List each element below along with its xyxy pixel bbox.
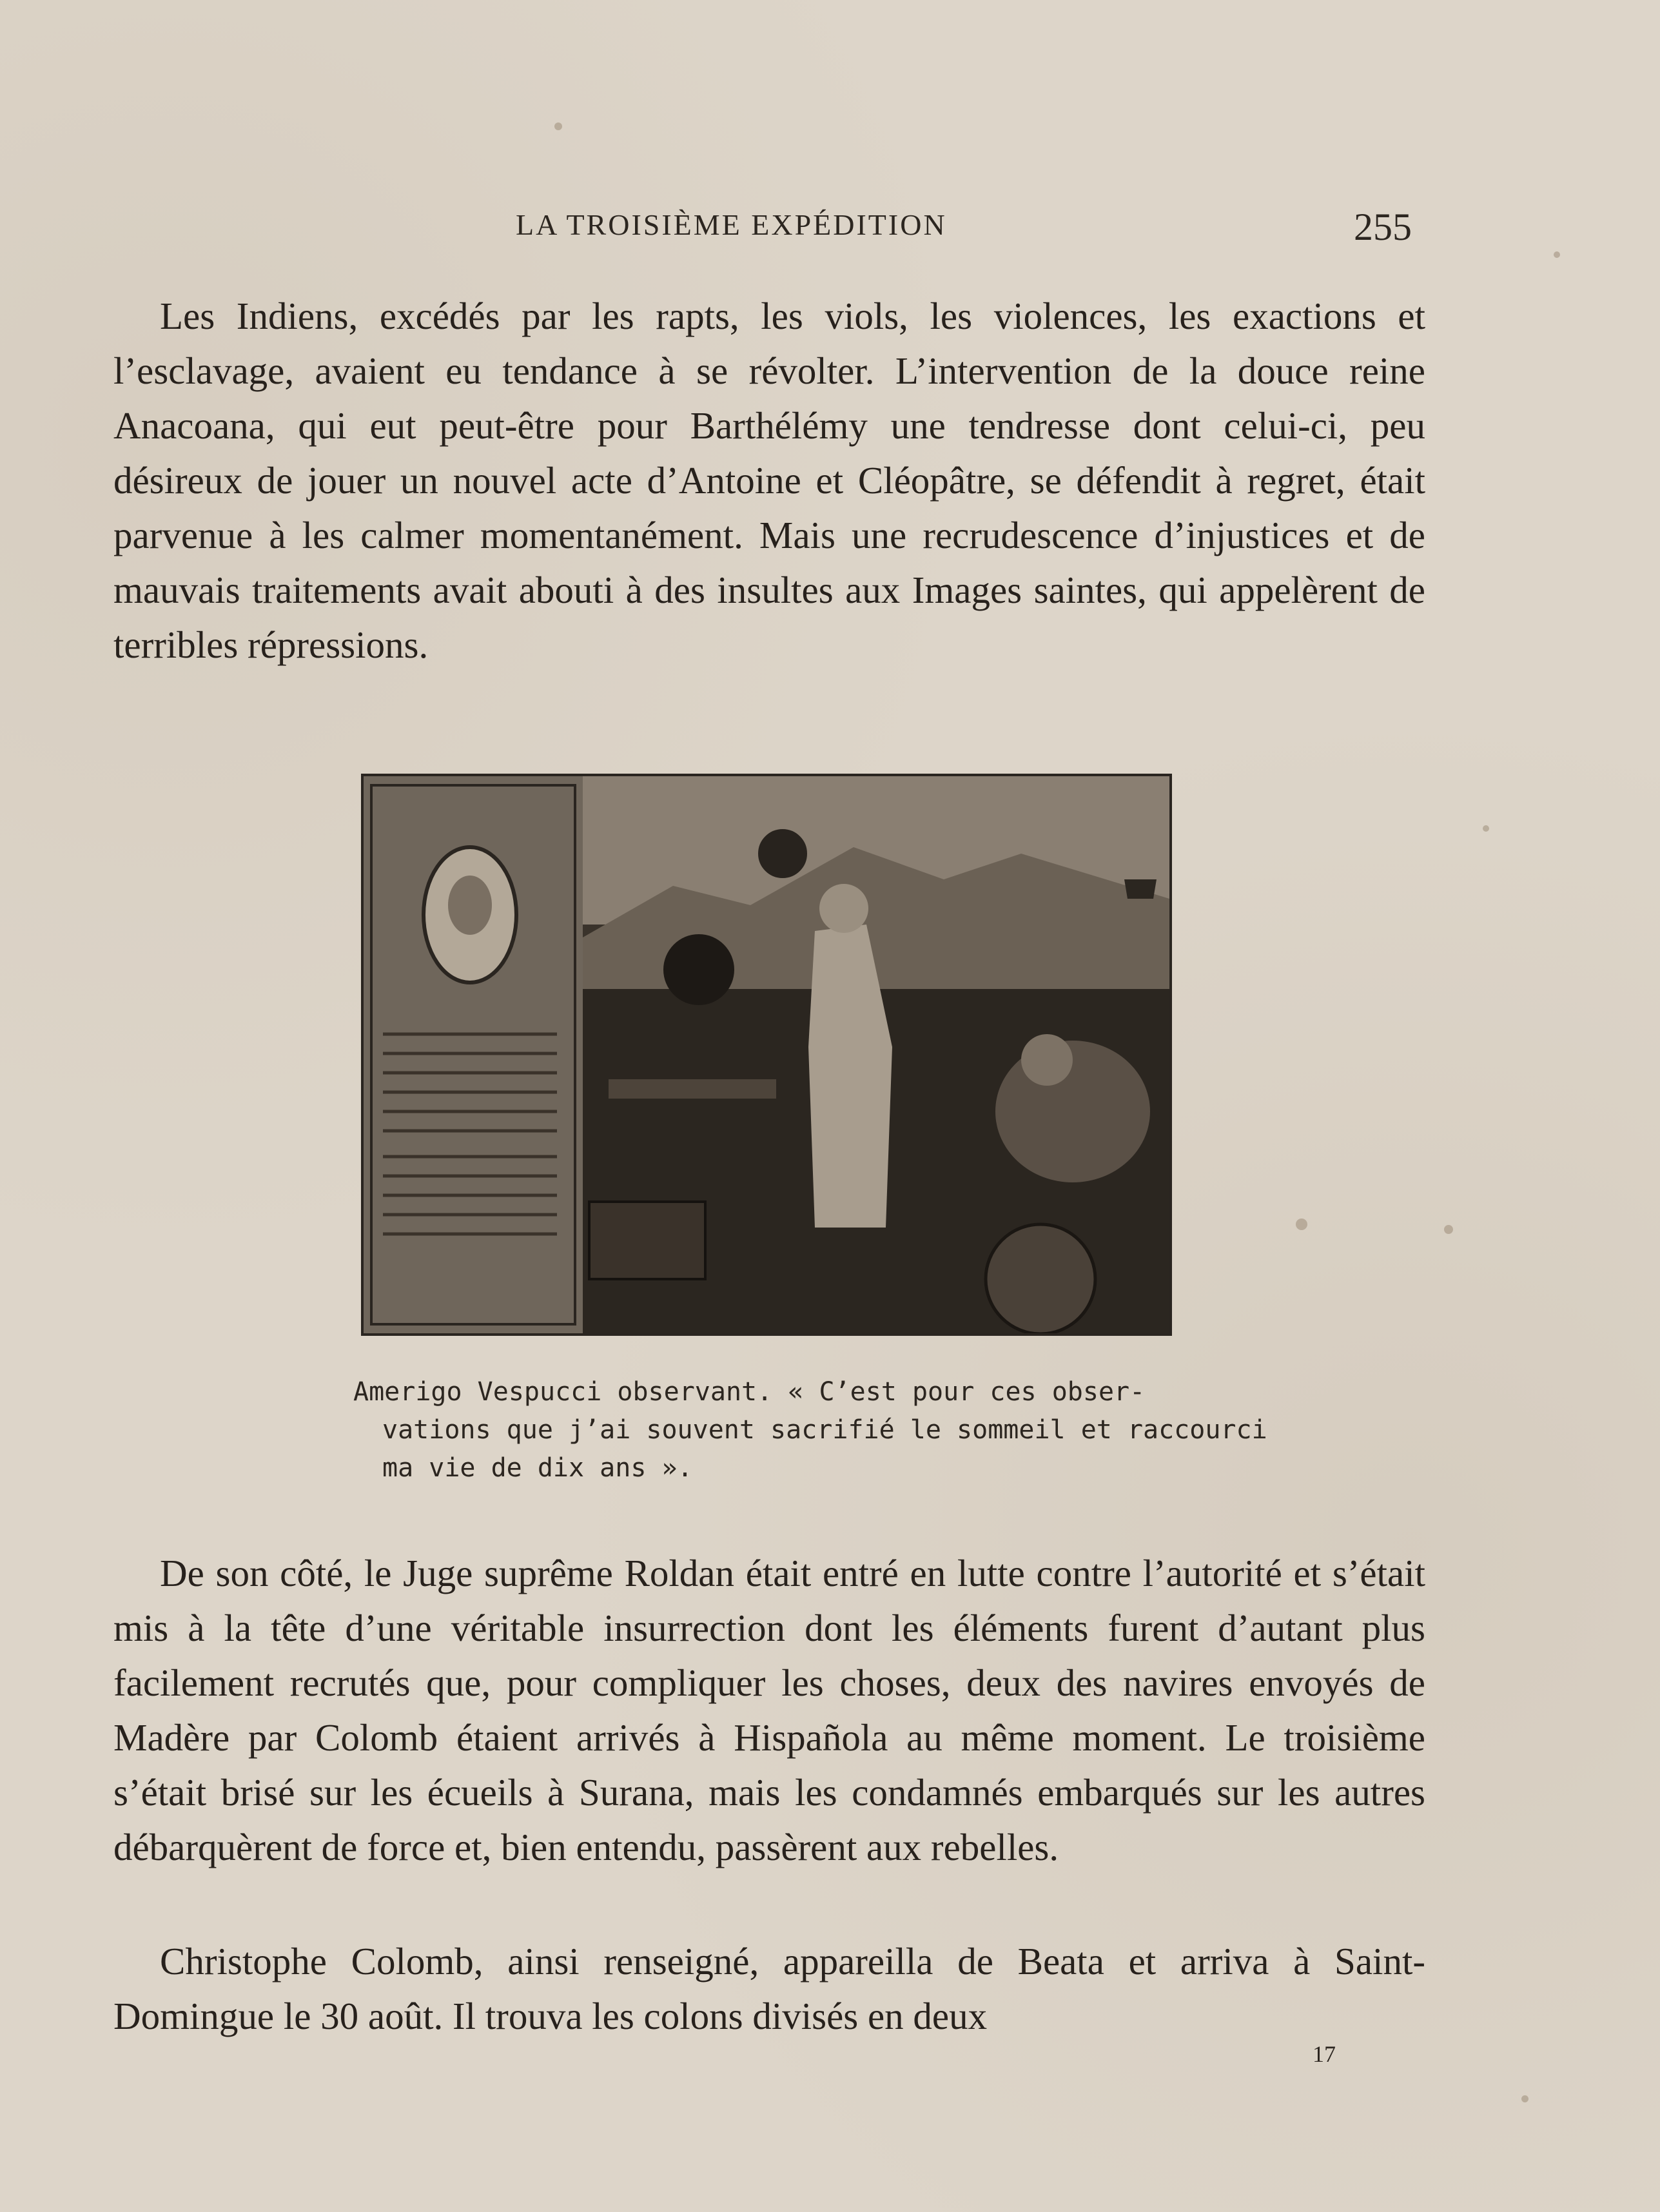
astrolabe: [757, 828, 808, 879]
globe: [986, 1224, 1095, 1333]
ship: [1124, 879, 1157, 899]
paper-speck: [1296, 1219, 1307, 1230]
tree: [663, 934, 734, 1005]
seated-figure-head: [1021, 1034, 1073, 1086]
paragraph-colomb: Christophe Colomb, ainsi renseigné, appareilla de Beata et arriva à Saint-Domingue le 30 août. Il trouva les colons divisés en deux: [113, 1940, 1425, 2037]
engraving-drawing: [364, 776, 1169, 1333]
caption-line: Amerigo Vespucci observant. « C’est pour ces obser-: [353, 1377, 1146, 1407]
paper-speck: [1483, 825, 1489, 832]
portrait-face: [448, 876, 492, 935]
paper-speck: [1554, 251, 1560, 258]
page-number: 255: [1354, 206, 1412, 248]
signature-mark: 17: [1313, 2041, 1336, 2067]
engraving-illustration: [361, 774, 1172, 1336]
paper-speck: [1521, 2095, 1528, 2102]
paper-speck: [554, 122, 562, 130]
paragraph-indiens: Les Indiens, excédés par les rapts, les viols, les violences, les exactions et l’esclavage, avaient eu tendance à se révolter. L’intervention de la douce reine Anacoana, qui eut peut-être pour Barthélémy une tendresse dont celui-ci, peu désireux de jouer un nouvel acte d’Antoine et Cléopâtre, se défendit à regret, était parvenue à les calmer momentanément. Mais une recrudescence d’injustices et de mauvais traitements avait abouti à des insultes aux Images saintes, qui appelèrent de terribles répressions.: [113, 295, 1425, 666]
seated-figures: [995, 1041, 1150, 1182]
caption-line: ma vie de dix ans ».: [382, 1453, 693, 1483]
observer-head: [819, 884, 868, 933]
caption-line: vations que j’ai souvent sacrifié le sommeil et raccourci: [382, 1415, 1267, 1445]
running-title: LA TROISIÈME EXPÉDITION: [516, 208, 947, 241]
paper-speck: [1444, 1225, 1453, 1234]
figure-caption: [353, 1373, 1267, 1487]
chest: [589, 1202, 705, 1279]
running-header: [0, 205, 1660, 250]
table: [609, 1079, 776, 1099]
paragraph-roldan: De son côté, le Juge suprême Roldan était entré en lutte contre l’autorité et s’était mis à la tête d’une véritable insurrection dont les éléments furent d’autant plus facilement recrutés que, pour compliquer les choses, deux des navires envoyés de Madère par Colomb étaient arrivés à Hispañola au même moment. Le troisième s’était brisé sur les écueils à Surana, mais les condamnés embarqués sur les autres débarquèrent de force et, bien entendu, passèrent aux rebelles.: [113, 1552, 1425, 1868]
